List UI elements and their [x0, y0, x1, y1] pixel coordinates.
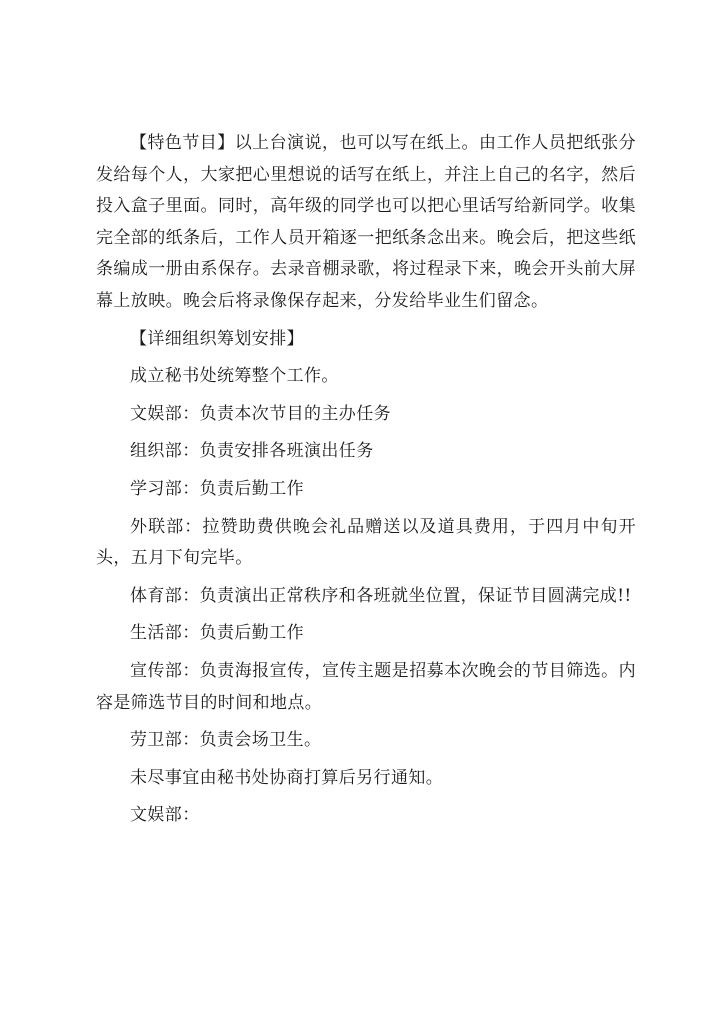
paragraph-entertainment-dept: 文娱部：负责本次节目的主办任务 — [130, 403, 391, 424]
paragraph-life-dept: 生活部：负责后勤工作 — [130, 623, 304, 644]
paragraph-further-notice: 未尽事宜由秘书处协商打算后另行通知。 — [130, 767, 444, 788]
paragraph-study-dept: 学习部：负责后勤工作 — [130, 478, 304, 499]
paragraph-sports-dept: 体育部：负责演出正常秩序和各班就坐位置，保证节目圆满完成!! — [130, 585, 632, 606]
document-page — [96, 128, 636, 832]
paragraph-labor-health-dept: 劳卫部：负责会场卫生。 — [130, 730, 322, 751]
paragraph-organization-dept: 组织部：负责安排各班演出任务 — [130, 441, 374, 462]
paragraph-secretariat: 成立秘书处统筹整个工作。 — [130, 366, 339, 387]
paragraph-publicity-dept: 宣传部：负责海报宣传，宣传主题是招募本次晚会的节目筛选。内容是筛选节目的时间和地点。 — [96, 660, 636, 713]
paragraph-external-liaison-dept: 外联部：拉赞助费供晚会礼品赠送以及道具费用，于四月中旬开头，五月下旬完毕。 — [96, 516, 636, 569]
paragraph-detailed-arrangement-heading: 【详细组织筹划安排】 — [130, 328, 304, 349]
paragraph-entertainment-dept-heading: 文娱部： — [130, 805, 200, 826]
paragraph-special-program: 【特色节目】以上台演说，也可以写在纸上。由工作人员把纸张分发给每个人，大家把心里想说的话写在纸上，并注上自己的名字，然后投入盒子里面。同时，高年级的同学也可以把心里话写给新同学。收集完全部的纸条后，工作人员开箱逐一把纸条念出来。晚会后，把这些纸条编成一册由系保存。去录音棚录歌，将过程录下来，晚会开头前大屏幕上放映。晚会后将录像保存起来，分发给毕业生们留念。 — [96, 133, 636, 311]
